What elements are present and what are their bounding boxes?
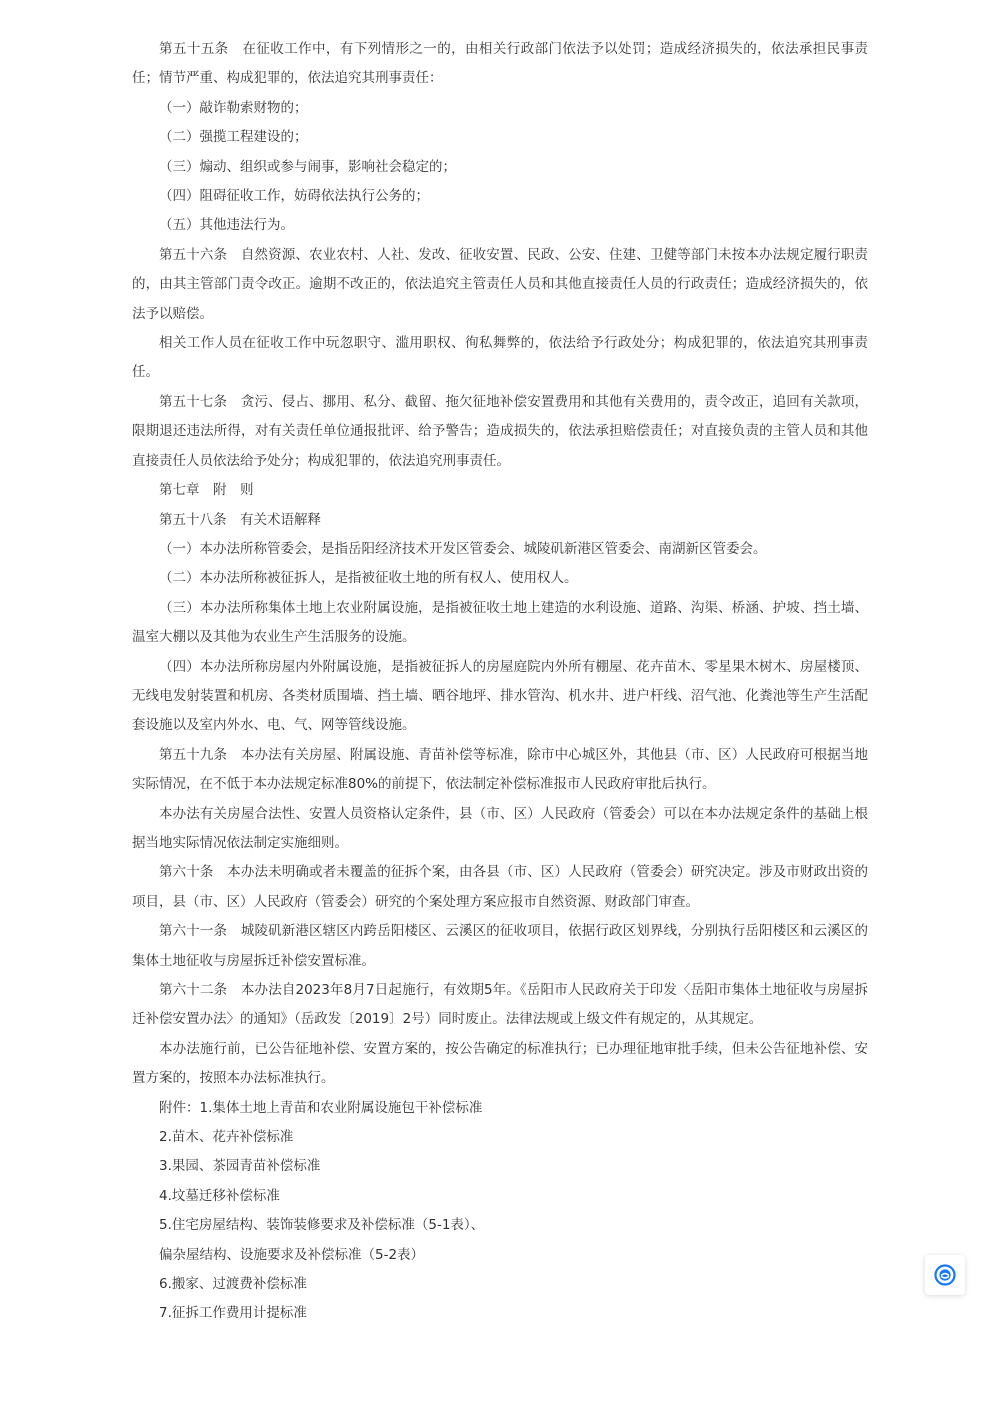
attachment-5: 5.住宅房屋结构、装饰装修要求及补偿标准（5-1表）、 (159, 1217, 485, 1234)
attachment-5-continued: 偏杂屋结构、设施要求及补偿标准（5-2表） (159, 1246, 425, 1263)
attachment-3: 3.果园、茶园青苗补偿标准 (159, 1158, 321, 1175)
attachment-6: 6.搬家、过渡费补偿标准 (159, 1276, 307, 1293)
article-55-item-4: （四）阻碍征收工作，妨碍依法执行公务的； (159, 188, 429, 205)
attachment-4: 4.坟墓迁移补偿标准 (159, 1187, 280, 1204)
article-55-item-2: （二）强揽工程建设的； (159, 129, 308, 146)
article-55-item-1: （一）敲诈勒索财物的； (159, 99, 308, 116)
article-56: 第五十六条 自然资源、农业农村、人社、发改、征收安置、民政、公安、住建、卫健等部门未按本办法规定履行职责的，由其主管部门责令改正。逾期不改正的，依法追究主管责任人员和其他直接责任人员的行政责任；造成经济损失的，依法予以赔偿。 (132, 246, 868, 322)
article-58-item-4: （四）本办法所称房屋内外附属设施，是指被征拆人的房屋庭院内外所有棚屋、花卉苗木、零星果木树木、房屋楼顶、无线电发射装置和机房、各类材质围墙、挡土墙、晒谷地坪、排水管沟、机水井、进户杆线、沼气池、化粪池等生产生活配套设施以及室内外水、电、气、网等管线设施。 (132, 658, 868, 734)
service-icon (934, 1264, 956, 1286)
attachment-1: 附件：1.集体土地上青苗和农业附属设施包干补偿标准 (159, 1099, 483, 1116)
article-61: 第六十一条 城陵矶新港区辖区内跨岳阳楼区、云溪区的征收项目，依据行政区划界线，分别执行岳阳楼区和云溪区的集体土地征收与房屋拆迁补偿安置标准。 (132, 923, 868, 969)
article-58-item-2: （二）本办法所称被征拆人，是指被征收土地的所有权人、使用权人。 (159, 570, 578, 587)
article-60: 第六十条 本办法未明确或者未覆盖的征拆个案，由各县（市、区）人民政府（管委会）研究决定。涉及市财政出资的项目，县（市、区）人民政府（管委会）研究的个案处理方案应报市自然资源、财政部门审查。 (132, 864, 868, 910)
chapter-7-heading: 第七章 附 则 (159, 482, 254, 499)
attachment-7: 7.征拆工作费用计提标准 (159, 1305, 307, 1322)
floating-service-button[interactable] (925, 1255, 965, 1295)
article-62: 第六十二条 本办法自2023年8月7日起施行，有效期5年。《岳阳市人民政府关于印发〈岳阳市集体土地征收与房屋拆迁补偿安置办法〉的通知》（岳政发〔2019〕2号）同时废止。法律法规或上级文件有规定的，从其规定。 (132, 982, 868, 1028)
article-58-item-3: （三）本办法所称集体土地上农业附属设施，是指被征收土地上建造的水利设施、道路、沟渠、桥涵、护坡、挡土墙、温室大棚以及其他为农业生产生活服务的设施。 (132, 599, 868, 646)
article-55-item-3: （三）煽动、组织或参与闹事，影响社会稳定的； (159, 158, 456, 175)
article-59: 第五十九条 本办法有关房屋、附属设施、青苗补偿等标准，除市中心城区外，其他县（市、区）人民政府可根据当地实际情况，在不低于本办法规定标准80%的前提下，依法制定补偿标准报市人民政府审批后执行。 (132, 746, 868, 793)
article-58-item-1: （一）本办法所称管委会，是指岳阳经济技术开发区管委会、城陵矶新港区管委会、南湖新区管委会。 (159, 540, 767, 557)
article-62-paragraph-2: 本办法施行前，已公告征地补偿、安置方案的，按公告确定的标准执行；已办理征地审批手续，但未公告征地补偿、安置方案的，按照本办法标准执行。 (132, 1040, 868, 1087)
article-57: 第五十七条 贪污、侵占、挪用、私分、截留、拖欠征地补偿安置费用和其他有关费用的，责令改正，追回有关款项，限期退还违法所得，对有关责任单位通报批评、给予警告；造成损失的，依法承担赔偿责任；对直接负责的主管人员和其他直接责任人员依法给予处分；构成犯罪的，依法追究刑事责任。 (132, 393, 868, 469)
article-55-item-5: （五）其他违法行为。 (159, 217, 294, 234)
article-55: 第五十五条 在征收工作中，有下列情形之一的，由相关行政部门依法予以处罚；造成经济损失的，依法承担民事责任；情节严重、构成犯罪的，依法追究其刑事责任： (132, 41, 868, 87)
attachment-2: 2.苗木、花卉补偿标准 (159, 1129, 294, 1146)
article-56-paragraph-2: 相关工作人员在征收工作中玩忽职守、滥用职权、徇私舞弊的，依法给予行政处分；构成犯罪的，依法追究其刑事责任。 (132, 335, 868, 381)
article-59-paragraph-2: 本办法有关房屋合法性、安置人员资格认定条件，县（市、区）人民政府（管委会）可以在本办法规定条件的基础上根据当地实际情况依法制定实施细则。 (132, 805, 868, 851)
article-58: 第五十八条 有关术语解释 (159, 511, 321, 528)
document-body (132, 35, 868, 1329)
